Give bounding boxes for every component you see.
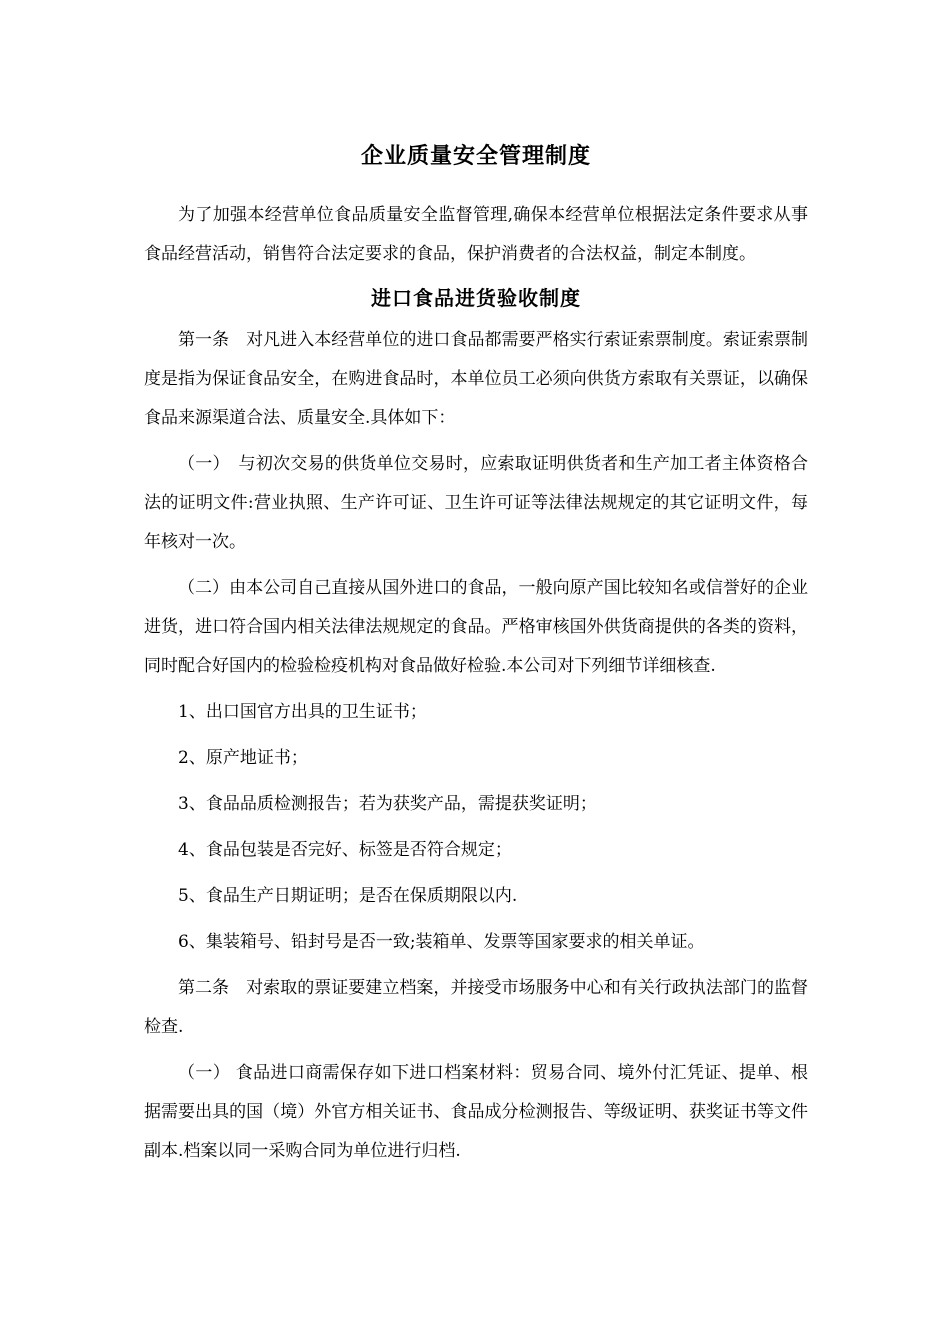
article-1-item-2: （二）由本公司自己直接从国外进口的食品，一般向原产国比较知名或信誉好的企业进货，进口符合国内相关法律法规规定的食品。严格审核国外供货商提供的各类的资料，同时配合好国内的检验检疫机构对食品做好检验.本公司对下列细节详细核查. bbox=[144, 578, 808, 676]
article-2-item-1: （一） 食品进口商需保存如下进口档案材料：贸易合同、境外付汇凭证、提单、根据需要出具的国（境）外官方相关证书、食品成分检测报告、等级证明、获奖证书等文件副本.档案以同一采购合同为单位进行归档. bbox=[144, 1063, 808, 1161]
checklist-item: 2、原产地证书； bbox=[178, 748, 308, 768]
article-1-item-1: （一） 与初次交易的供货单位交易时，应索取证明供货者和生产加工者主体资格合法的证明文件:营业执照、生产许可证、卫生许可证等法律法规规定的其它证明文件，每年核对一次。 bbox=[144, 454, 808, 552]
checklist-item: 5、食品生产日期证明；是否在保质期限以内. bbox=[178, 886, 518, 906]
article-1: 第一条 对凡进入本经营单位的进口食品都需要严格实行索证索票制度。索证索票制度是指为保证食品安全，在购进食品时，本单位员工必须向供货方索取有关票证，以确保食品来源渠道合法、质量安全.具体如下： bbox=[144, 330, 808, 428]
section-title: 进口食品进货验收制度 bbox=[371, 286, 581, 310]
checklist-item: 3、食品品质检测报告；若为获奖产品，需提获奖证明； bbox=[178, 794, 597, 814]
document-title: 企业质量安全管理制度 bbox=[360, 143, 591, 169]
checklist-item: 1、出口国官方出具的卫生证书； bbox=[178, 702, 427, 722]
article-2: 第二条 对索取的票证要建立档案，并接受市场服务中心和有关行政执法部门的监督检查. bbox=[144, 978, 808, 1037]
checklist-item: 4、食品包装是否完好、标签是否符合规定； bbox=[178, 840, 512, 860]
checklist-item: 6、集装箱号、铅封号是否一致;装箱单、发票等国家要求的相关单证。 bbox=[178, 932, 705, 952]
intro-paragraph: 为了加强本经营单位食品质量安全监督管理,确保本经营单位根据法定条件要求从事食品经营活动，销售符合法定要求的食品，保护消费者的合法权益，制定本制度。 bbox=[144, 205, 808, 264]
